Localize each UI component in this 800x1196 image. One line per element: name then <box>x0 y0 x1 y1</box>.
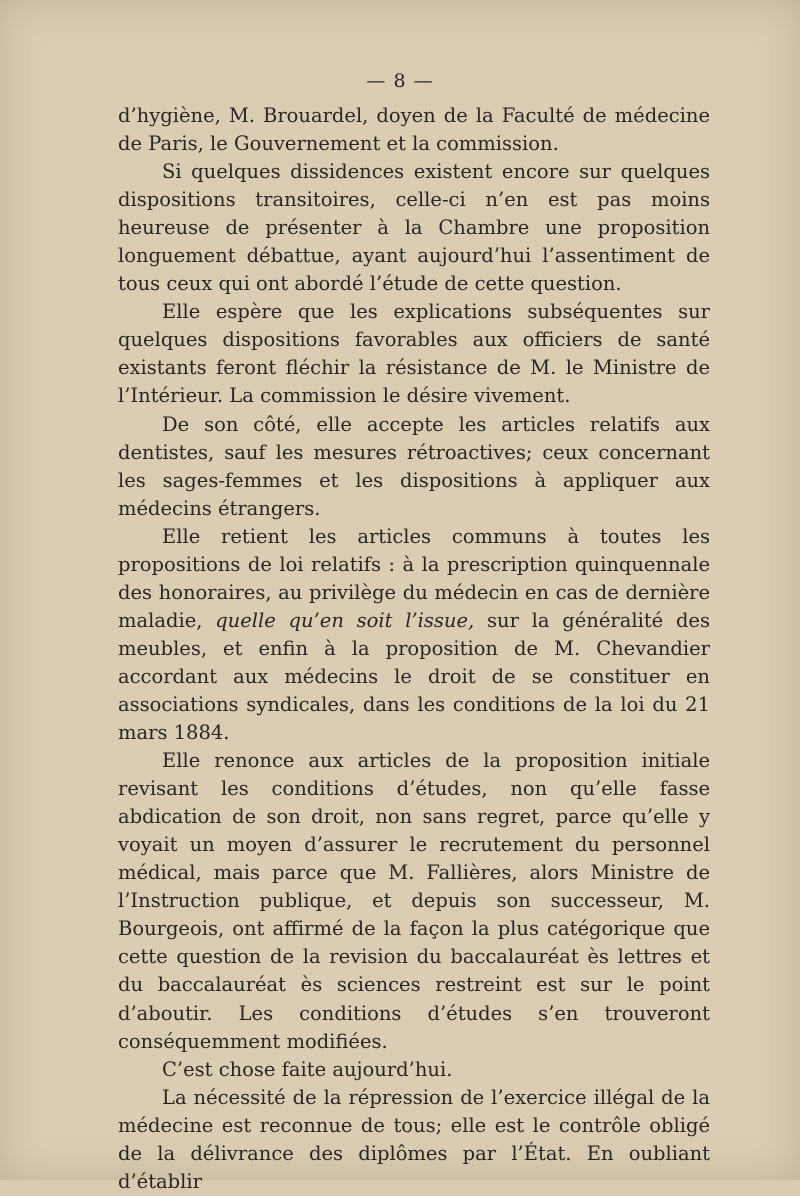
paragraph-articles-communs-end: sur la généralité des meubles, et enfin à la proposition de M. Chevandier accordant aux médecins le droit de se constituer en associations syndicales, dans les conditions de la loi du 21 mars 1884. <box>118 608 710 745</box>
paragraph-continuation: d’hygiène, M. Brouardel, doyen de la Faculté de médecine de Paris, le Gouvernement et la commission. <box>118 104 710 156</box>
paragraph-explications: Elle espère que les explications subséquentes sur quelques dispositions favorables aux officiers de santé existants feront fléchir la résistance de M. le Ministre de l’Intérieur. La commission le désire vivement. <box>118 300 710 408</box>
page-number: — 8 — <box>366 70 434 92</box>
paragraph-chose-faite: C’est chose faite aujourd’hui. <box>162 1057 453 1081</box>
body-text <box>118 102 710 1196</box>
paragraph-renonce: Elle renonce aux articles de la proposition initiale revisant les conditions d’études, non qu’elle fasse abdication de son droit, non sans regret, parce qu’elle y voyait un moyen d’assurer le recrutement du personnel médical, mais parce que M. Fallières, alors Ministre de l’Instruction publique, et depuis son successeur, M. Bourgeois, ont affirmé de la façon la plus catégorique que cette question de la revision du baccalauréat ès lettres et du baccalauréat ès sciences restreint est sur le point d’aboutir. Les conditions d’études s’en trouveront conséquemment modifiées. <box>118 749 710 1053</box>
paragraph-dissidences: Si quelques dissidences existent encore sur quelques dispositions transitoires, celle-ci n’en est pas moins heureuse de présenter à la Chambre une proposition longuement débattue, ayant aujourd’hui l’assentiment de tous ceux qui ont abordé l’étude de cette question. <box>118 160 710 296</box>
paragraph-articles-communs-start: Elle retient les articles communs à toutes les propositions de loi relatifs : à la prescription quinquennale des honoraires, au privilège du médecin en cas de dernière maladie, <box>118 524 710 632</box>
paragraph-articles-communs <box>118 523 710 747</box>
paragraph-dentistes: De son côté, elle accepte les articles relatifs aux dentistes, sauf les mesures rétroactives; ceux concernant les sages-femmes et les dispositions à appliquer aux médecins étrangers. <box>118 412 710 520</box>
italic-phrase: quelle qu’en soit l’issue, <box>215 608 475 632</box>
paragraph-repression: La nécessité de la répression de l’exercice illégal de la médecine est reconnue de tous; elle est le contrôle obligé de la délivrance des diplômes par l’État. En oubliant d’établir <box>118 1085 710 1193</box>
